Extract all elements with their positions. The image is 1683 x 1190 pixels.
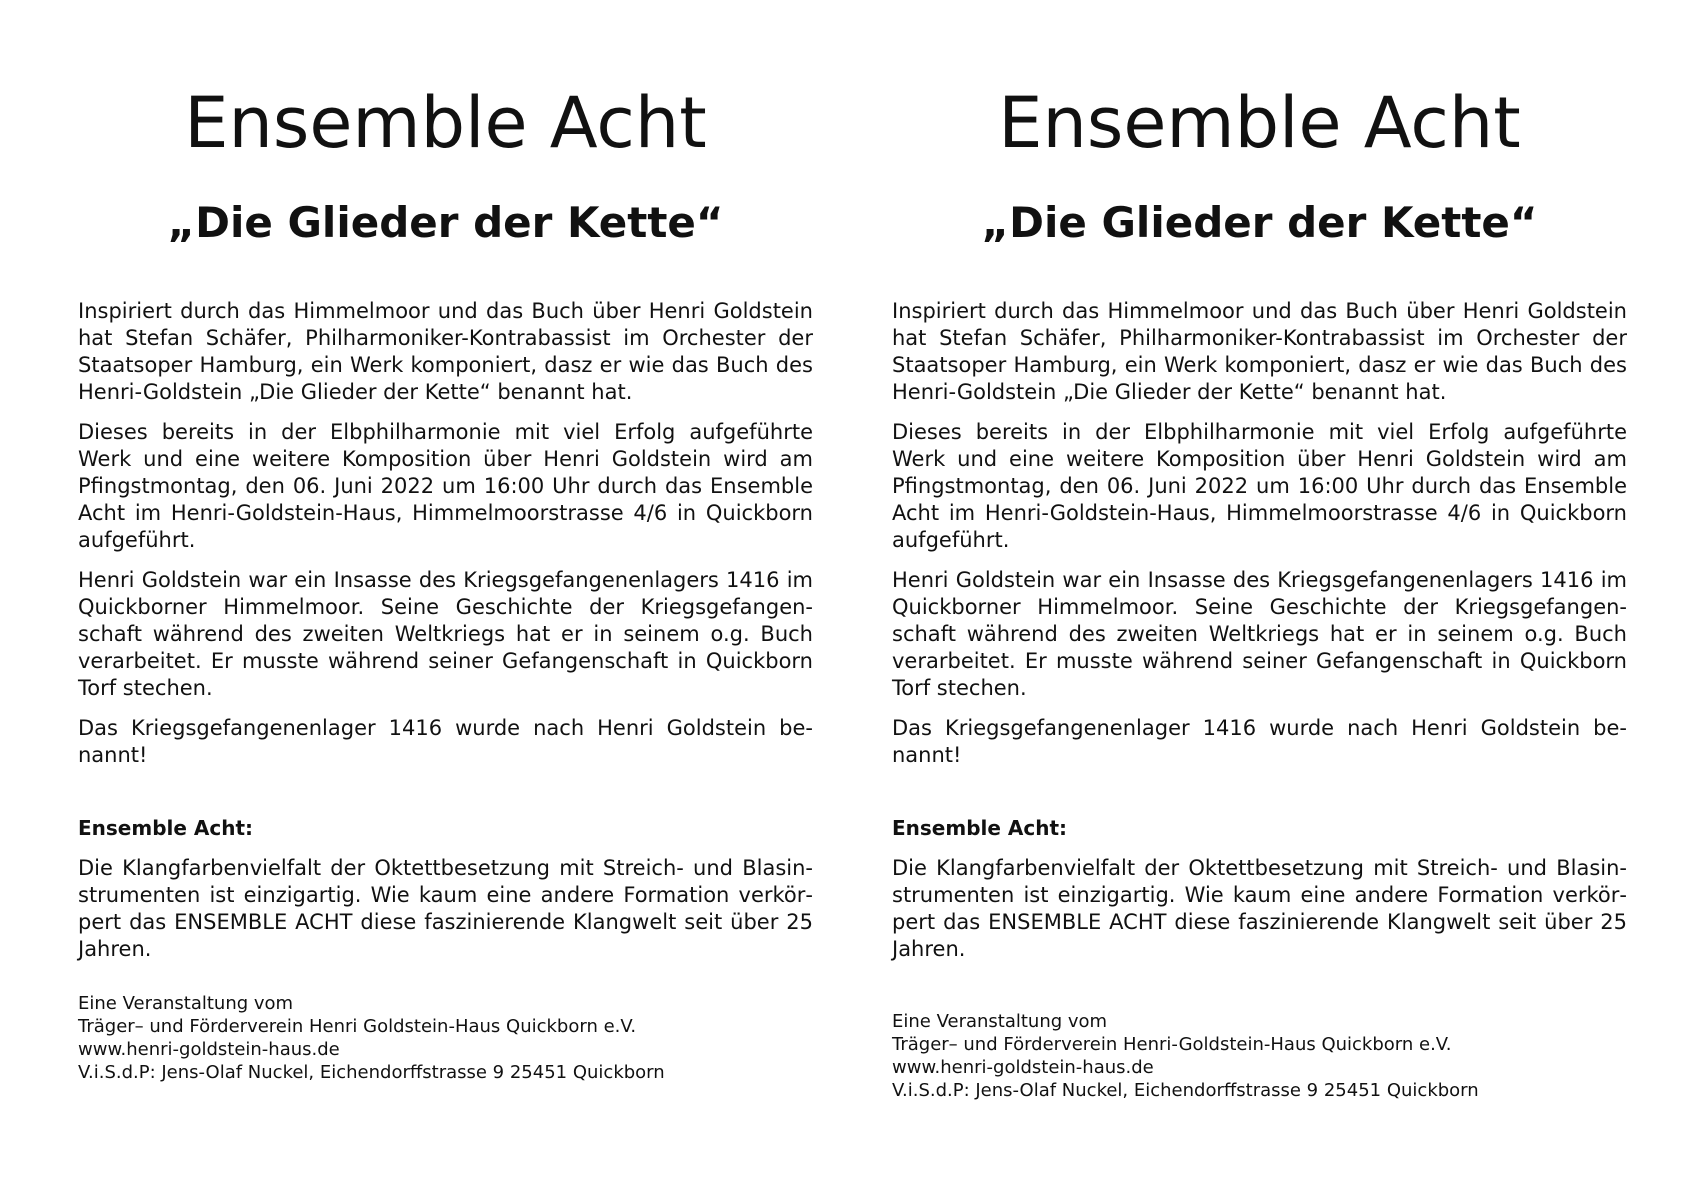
paragraph-event: Dieses bereits in der Elbphilharmonie mit viel Erfolg aufgeführte Werk und eine weitere Komposition über Henri Goldstein wird am Pfingstmontag, den 06. Juni 2022 um 16:00 Uhr durch das Ensemble Acht im Henri-Goldstein-Haus, Himmelmoorstrasse 4/6 in Quickborn aufgeführt. bbox=[892, 420, 1627, 552]
footer-organizer-intro: Eine Veranstaltung vom bbox=[78, 993, 294, 1014]
footer-website: www.henri-goldstein-haus.de bbox=[892, 1057, 1154, 1078]
paragraph-camp-name: Das Kriegsgefangenenlager 1416 wurde nach Henri Goldstein benannt! bbox=[78, 716, 813, 767]
flyer-right bbox=[892, 0, 1627, 1190]
flyer-left bbox=[78, 0, 813, 1190]
paragraph-intro: Inspiriert durch das Himmelmoor und das Buch über Henri Goldstein hat Stefan Schäfer, Philharmoniker-Kontrabassist im Orchester der Staatsoper Hamburg, ein Werk komponiert, dasz er wie das Buch des Henri-Goldstein „Die Glieder der Kette“ benannt hat. bbox=[892, 299, 1627, 404]
paragraph-history: Henri Goldstein war ein Insasse des Kriegsgefangenenlagers 1416 im Quickborner Himmelmoor. Seine Geschichte der Kriegsgefangenschaft während des zweiten Weltkriegs hat er in seinem o.g. Buch verarbeitet. Er musste während seiner Gefangenschaft in Quickborn Torf stechen. bbox=[78, 568, 813, 700]
flyer-body bbox=[892, 298, 1627, 976]
flyer-subtitle: „Die Glieder der Kette“ bbox=[981, 198, 1538, 247]
flyer-body bbox=[78, 298, 813, 976]
footer-website: www.henri-goldstein-haus.de bbox=[78, 1039, 340, 1060]
paragraph-intro: Inspiriert durch das Himmelmoor und das Buch über Henri Goldstein hat Stefan Schäfer, Philharmoniker-Kontrabassist im Orchester der Staatsoper Hamburg, ein Werk komponiert, dasz er wie das Buch des Henri-Goldstein „Die Glieder der Kette“ benannt hat. bbox=[78, 299, 813, 404]
section-heading: Ensemble Acht: bbox=[78, 816, 254, 840]
paragraph-camp-name: Das Kriegsgefangenenlager 1416 wurde nach Henri Goldstein benannt! bbox=[892, 716, 1627, 767]
flyer-title: Ensemble Acht bbox=[184, 82, 707, 164]
footer-imprint: V.i.S.d.P: Jens-Olaf Nuckel, Eichendorffstrasse 9 25451 Quickborn bbox=[892, 1080, 1479, 1101]
flyer-footer bbox=[78, 992, 813, 1084]
flyer-title: Ensemble Acht bbox=[998, 82, 1521, 164]
flyer-subtitle: „Die Glieder der Kette“ bbox=[167, 198, 724, 247]
footer-organizer-intro: Eine Veranstaltung vom bbox=[892, 1011, 1108, 1032]
footer-imprint: V.i.S.d.P: Jens-Olaf Nuckel, Eichendorffstrasse 9 25451 Quickborn bbox=[78, 1062, 665, 1083]
flyer-footer bbox=[892, 1010, 1627, 1102]
paragraph-event: Dieses bereits in der Elbphilharmonie mit viel Erfolg aufgeführte Werk und eine weitere Komposition über Henri Goldstein wird am Pfingstmontag, den 06. Juni 2022 um 16:00 Uhr durch das Ensemble Acht im Henri-Goldstein-Haus, Himmelmoorstrasse 4/6 in Quickborn aufgeführt. bbox=[78, 420, 813, 552]
footer-organizer: Träger– und Förderverein Henri Goldstein-Haus Quickborn e.V. bbox=[78, 1016, 637, 1037]
section-text: Die Klangfarbenvielfalt der Oktettbesetzung mit Streich- und Blasinstrumenten ist einzigartig. Wie kaum eine andere Formation verkörpert das ENSEMBLE ACHT diese faszinierende Klangwelt seit über 25 Jahren. bbox=[78, 856, 813, 961]
paragraph-history: Henri Goldstein war ein Insasse des Kriegsgefangenenlagers 1416 im Quickborner Himmelmoor. Seine Geschichte der Kriegsgefangenschaft während des zweiten Weltkriegs hat er in seinem o.g. Buch verarbeitet. Er musste während seiner Gefangenschaft in Quickborn Torf stechen. bbox=[892, 568, 1627, 700]
footer-organizer: Träger– und Förderverein Henri-Goldstein-Haus Quickborn e.V. bbox=[892, 1034, 1452, 1055]
section-heading: Ensemble Acht: bbox=[892, 816, 1068, 840]
section-text: Die Klangfarbenvielfalt der Oktettbesetzung mit Streich- und Blasinstrumenten ist einzigartig. Wie kaum eine andere Formation verkörpert das ENSEMBLE ACHT diese faszinierende Klangwelt seit über 25 Jahren. bbox=[892, 856, 1627, 961]
